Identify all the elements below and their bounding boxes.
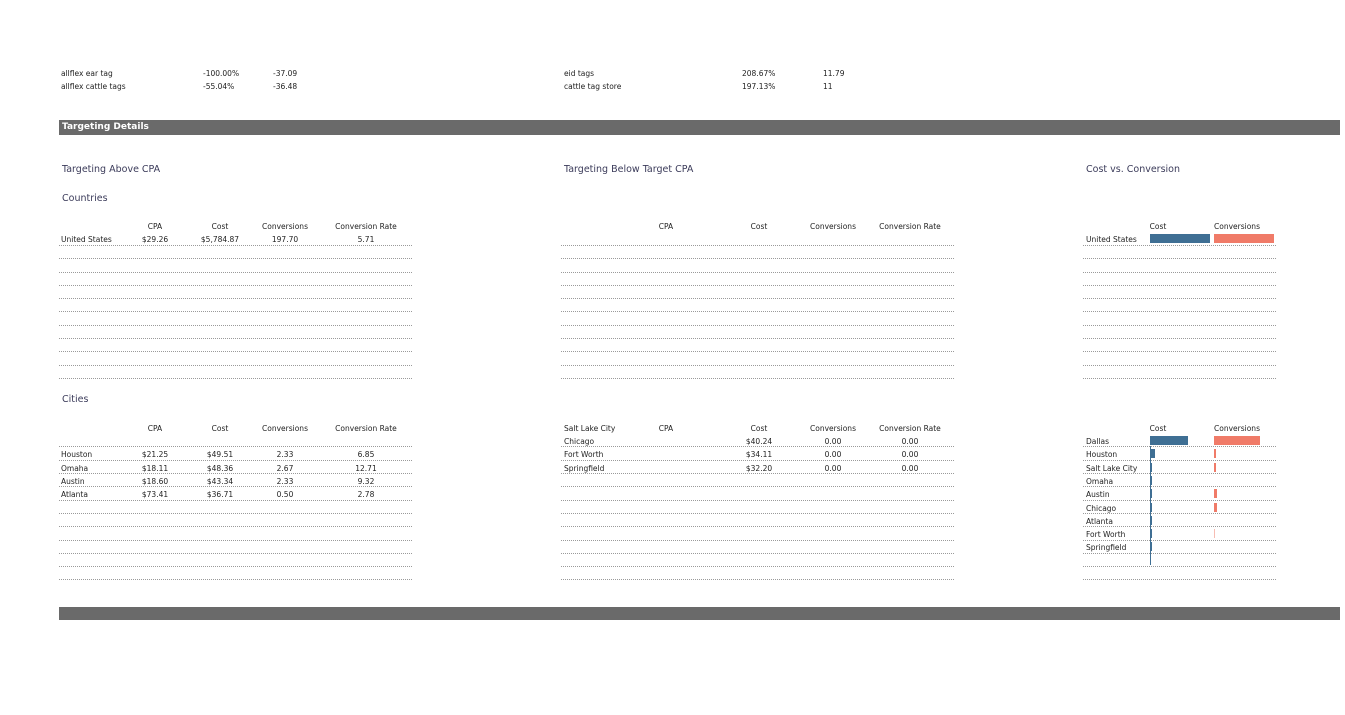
keyword-name: eid tags [564,69,595,78]
row-cost: $49.51 [206,450,234,459]
row-cost: $43.34 [206,477,234,486]
row-divider [1083,566,1276,567]
row-cpa: $29.26 [141,235,169,244]
col-header-conversions: Conversions [262,222,308,231]
row-conv-rate: 2.78 [357,490,375,499]
row-divider [59,579,412,580]
row-divider [59,540,412,541]
chart-header-conversions: Conversions [1214,222,1260,231]
row-divider [59,298,412,299]
cost-bar [1150,234,1210,243]
chart-label: Salt Lake City [1086,464,1138,473]
cost-bar [1150,516,1152,525]
row-conv-rate: 0.00 [901,450,919,459]
keyword-pct: -55.04% [203,82,235,91]
row-cost: $36.71 [206,490,234,499]
heading-cost-vs-conversion: Cost vs. Conversion [1086,164,1181,175]
row-cost: $34.11 [745,450,773,459]
row-name: Austin [61,477,85,486]
row-divider [561,325,954,326]
chart-header-cost: Cost [1149,222,1167,231]
row-divider [561,500,954,501]
footer-bar [59,607,1340,620]
row-divider [561,298,954,299]
row-conversions: 0.00 [824,437,842,446]
chart-label: Chicago [1086,504,1117,513]
row-conversions: 0.50 [276,490,294,499]
row-conversions: 2.33 [276,477,294,486]
row-name: Salt Lake City [564,424,616,433]
row-name: Houston [61,450,93,459]
row-divider [59,245,412,246]
col-header-conversions: Conversions [262,424,308,433]
row-divider [561,272,954,273]
row-conv-rate: 0.00 [901,437,919,446]
section-header-title: Targeting Details [62,122,149,132]
heading-countries: Countries [62,193,108,204]
row-cost: $48.36 [206,464,234,473]
col-header-conv-rate: Conversion Rate [335,424,397,433]
conversions-bar [1214,529,1215,538]
row-divider [1083,378,1276,379]
row-divider [1083,460,1276,461]
keyword-value: 11.79 [823,69,845,78]
row-divider [561,351,954,352]
row-conversions: 197.70 [271,235,299,244]
row-divider [1083,513,1276,514]
col-header-cost: Cost [750,222,768,231]
chart-label: Houston [1086,450,1118,459]
keyword-pct: 208.67% [742,69,776,78]
row-name: Atlanta [61,490,88,499]
row-divider [1083,325,1276,326]
cost-bar [1150,476,1152,485]
row-name: United States [61,235,112,244]
row-cpa: $73.41 [141,490,169,499]
col-header-cost: Cost [750,424,768,433]
chart-label: Fort Worth [1086,530,1126,539]
keyword-name: allflex cattle tags [61,82,126,91]
row-divider [59,446,412,447]
cost-bar [1150,503,1152,512]
row-conversions: 2.67 [276,464,294,473]
row-divider [1083,446,1276,447]
row-divider [561,579,954,580]
col-header-conversions: Conversions [810,222,856,231]
row-conversions: 0.00 [824,464,842,473]
conversions-bar [1214,449,1216,458]
row-conversions: 0.00 [824,450,842,459]
chart-label: Omaha [1086,477,1114,486]
row-name: Springfield [564,464,605,473]
row-divider [1083,258,1276,259]
keyword-value: -37.09 [273,69,298,78]
row-divider [561,473,954,474]
row-divider [59,486,412,487]
keyword-pct: 197.13% [742,82,776,91]
chart-header-conversions: Conversions [1214,424,1260,433]
col-header-conversions: Conversions [810,424,856,433]
row-cpa: $18.60 [141,477,169,486]
row-conv-rate: 12.71 [355,464,377,473]
conversions-bar [1214,503,1217,512]
keyword-pct: -100.00% [203,69,240,78]
chart-label: United States [1086,235,1137,244]
row-divider [59,526,412,527]
row-divider [59,566,412,567]
cost-bar [1150,463,1152,472]
conversions-bar [1214,436,1260,445]
row-name: Chicago [564,437,595,446]
row-divider [561,446,954,447]
chart-label: Dallas [1086,437,1110,446]
chart-label: Austin [1086,490,1110,499]
row-divider [59,500,412,501]
row-divider [561,311,954,312]
keyword-name: cattle tag store [564,82,622,91]
row-cpa: $21.25 [141,450,169,459]
row-conv-rate: 9.32 [357,477,375,486]
conversions-bar [1214,234,1274,243]
heading-cities: Cities [62,394,89,405]
row-divider [1083,338,1276,339]
row-divider [561,365,954,366]
row-divider [561,460,954,461]
col-header-cost: Cost [211,424,229,433]
row-divider [59,473,412,474]
col-header-cpa: CPA [147,222,163,231]
row-cost: $5,784.87 [200,235,240,244]
row-divider [1083,365,1276,366]
row-divider [1083,311,1276,312]
row-divider [561,486,954,487]
row-divider [59,351,412,352]
row-conversions: 2.33 [276,450,294,459]
row-conv-rate: 5.71 [357,235,375,244]
col-header-conv-rate: Conversion Rate [879,424,941,433]
row-divider [59,258,412,259]
row-divider [1083,526,1276,527]
row-divider [1083,579,1276,580]
chart-label: Atlanta [1086,517,1113,526]
row-divider [561,526,954,527]
row-divider [561,378,954,379]
row-conv-rate: 0.00 [901,464,919,473]
row-divider [561,513,954,514]
col-header-cost: Cost [211,222,229,231]
row-divider [1083,553,1276,554]
row-divider [561,258,954,259]
row-divider [1083,351,1276,352]
row-divider [1083,245,1276,246]
row-divider [1083,473,1276,474]
col-header-cpa: CPA [658,424,674,433]
cost-bar [1150,529,1152,538]
row-name: Omaha [61,464,89,473]
row-divider [59,513,412,514]
row-divider [59,460,412,461]
heading-below-cpa: Targeting Below Target CPA [564,164,694,175]
cost-bar [1150,489,1152,498]
row-divider [1083,272,1276,273]
keyword-value: 11 [823,82,833,91]
chart-label: Springfield [1086,543,1127,552]
row-divider [59,553,412,554]
row-conv-rate: 6.85 [357,450,375,459]
chart-header-cost: Cost [1149,424,1167,433]
row-divider [561,245,954,246]
cost-bar [1150,436,1188,445]
row-divider [561,338,954,339]
row-divider [59,285,412,286]
keyword-value: -36.48 [273,82,298,91]
row-cost: $32.20 [745,464,773,473]
cost-bar [1150,449,1155,458]
conversions-bar [1214,463,1216,472]
row-divider [561,566,954,567]
row-divider [561,285,954,286]
row-divider [59,338,412,339]
col-header-cpa: CPA [147,424,163,433]
row-divider [561,540,954,541]
row-divider [561,553,954,554]
cost-bar [1150,542,1152,551]
row-name: Fort Worth [564,450,604,459]
row-divider [1083,285,1276,286]
row-divider [59,365,412,366]
col-header-conv-rate: Conversion Rate [879,222,941,231]
row-divider [1083,540,1276,541]
row-divider [59,311,412,312]
row-divider [1083,486,1276,487]
heading-above-cpa: Targeting Above CPA [62,164,161,175]
col-header-cpa: CPA [658,222,674,231]
keyword-name: allflex ear tag [61,69,113,78]
conversions-bar [1214,489,1217,498]
row-divider [59,378,412,379]
row-divider [1083,500,1276,501]
row-divider [59,272,412,273]
section-header [59,120,1340,135]
col-header-conv-rate: Conversion Rate [335,222,397,231]
row-divider [1083,298,1276,299]
row-cpa: $18.11 [141,464,169,473]
row-cost: $40.24 [745,437,773,446]
row-divider [59,325,412,326]
